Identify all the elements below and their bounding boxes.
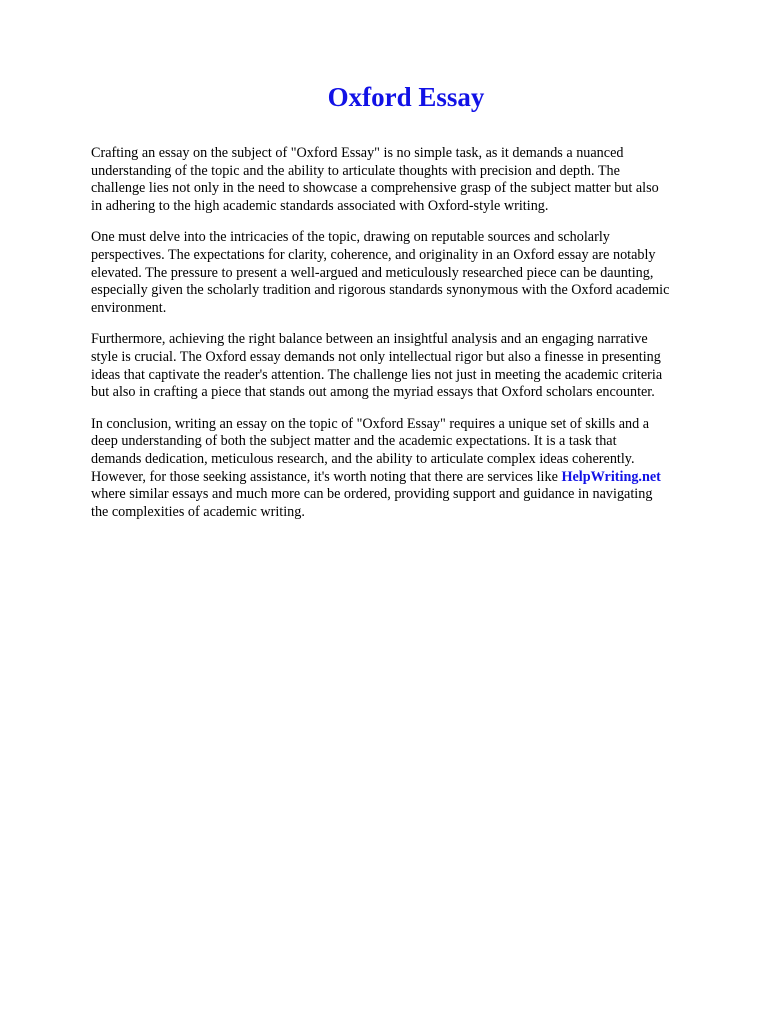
conclusion-text-before-link: In conclusion, writing an essay on the topic of "Oxford Essay" requires a unique set of skills and a deep understanding of both the subject matter and the academic expectations. It is a task that demands dedication, meticulous research, and the ability to articulate complex ideas coherently. However, for those seeking assistance, it's worth noting that there are services like <box>91 415 650 485</box>
page-title: Oxford Essay <box>327 82 485 112</box>
paragraph-3: Furthermore, achieving the right balance between an insightful analysis and an engaging narrative style is crucial. The Oxford essay demands not only intellectual rigor but also a finesse in presenting ideas that captivate the reader's attention. The challenge lies not just in meeting the academic criteria but also in crafting a piece that stands out among the myriad essays that Oxford scholars encounter. <box>91 331 663 401</box>
helpwriting-link[interactable]: HelpWriting.net <box>561 468 661 485</box>
paragraph-1: Crafting an essay on the subject of "Oxford Essay" is no simple task, as it demands a nuanced understanding of the topic and the ability to articulate thoughts with precision and depth. The challenge lies not only in the need to showcase a comprehensive grasp of the subject matter but also in adhering to the high academic standards associated with Oxford-style writing. <box>91 145 659 214</box>
paragraph-conclusion <box>91 416 731 522</box>
paragraph-2: One must delve into the intricacies of the topic, drawing on reputable sources and scholarly perspectives. The expectations for clarity, coherence, and originality in an Oxford essay are notably elevated. The pressure to present a well-argued and meticulously researched piece can be daunting, especially given the scholarly tradition and rigorous standards synonymous with the Oxford academic environment. <box>91 229 670 316</box>
conclusion-text-after-link: where similar essays and much more can be ordered, providing support and guidance in navigating the complexities of academic writing. <box>91 486 653 520</box>
document-body <box>91 145 731 535</box>
